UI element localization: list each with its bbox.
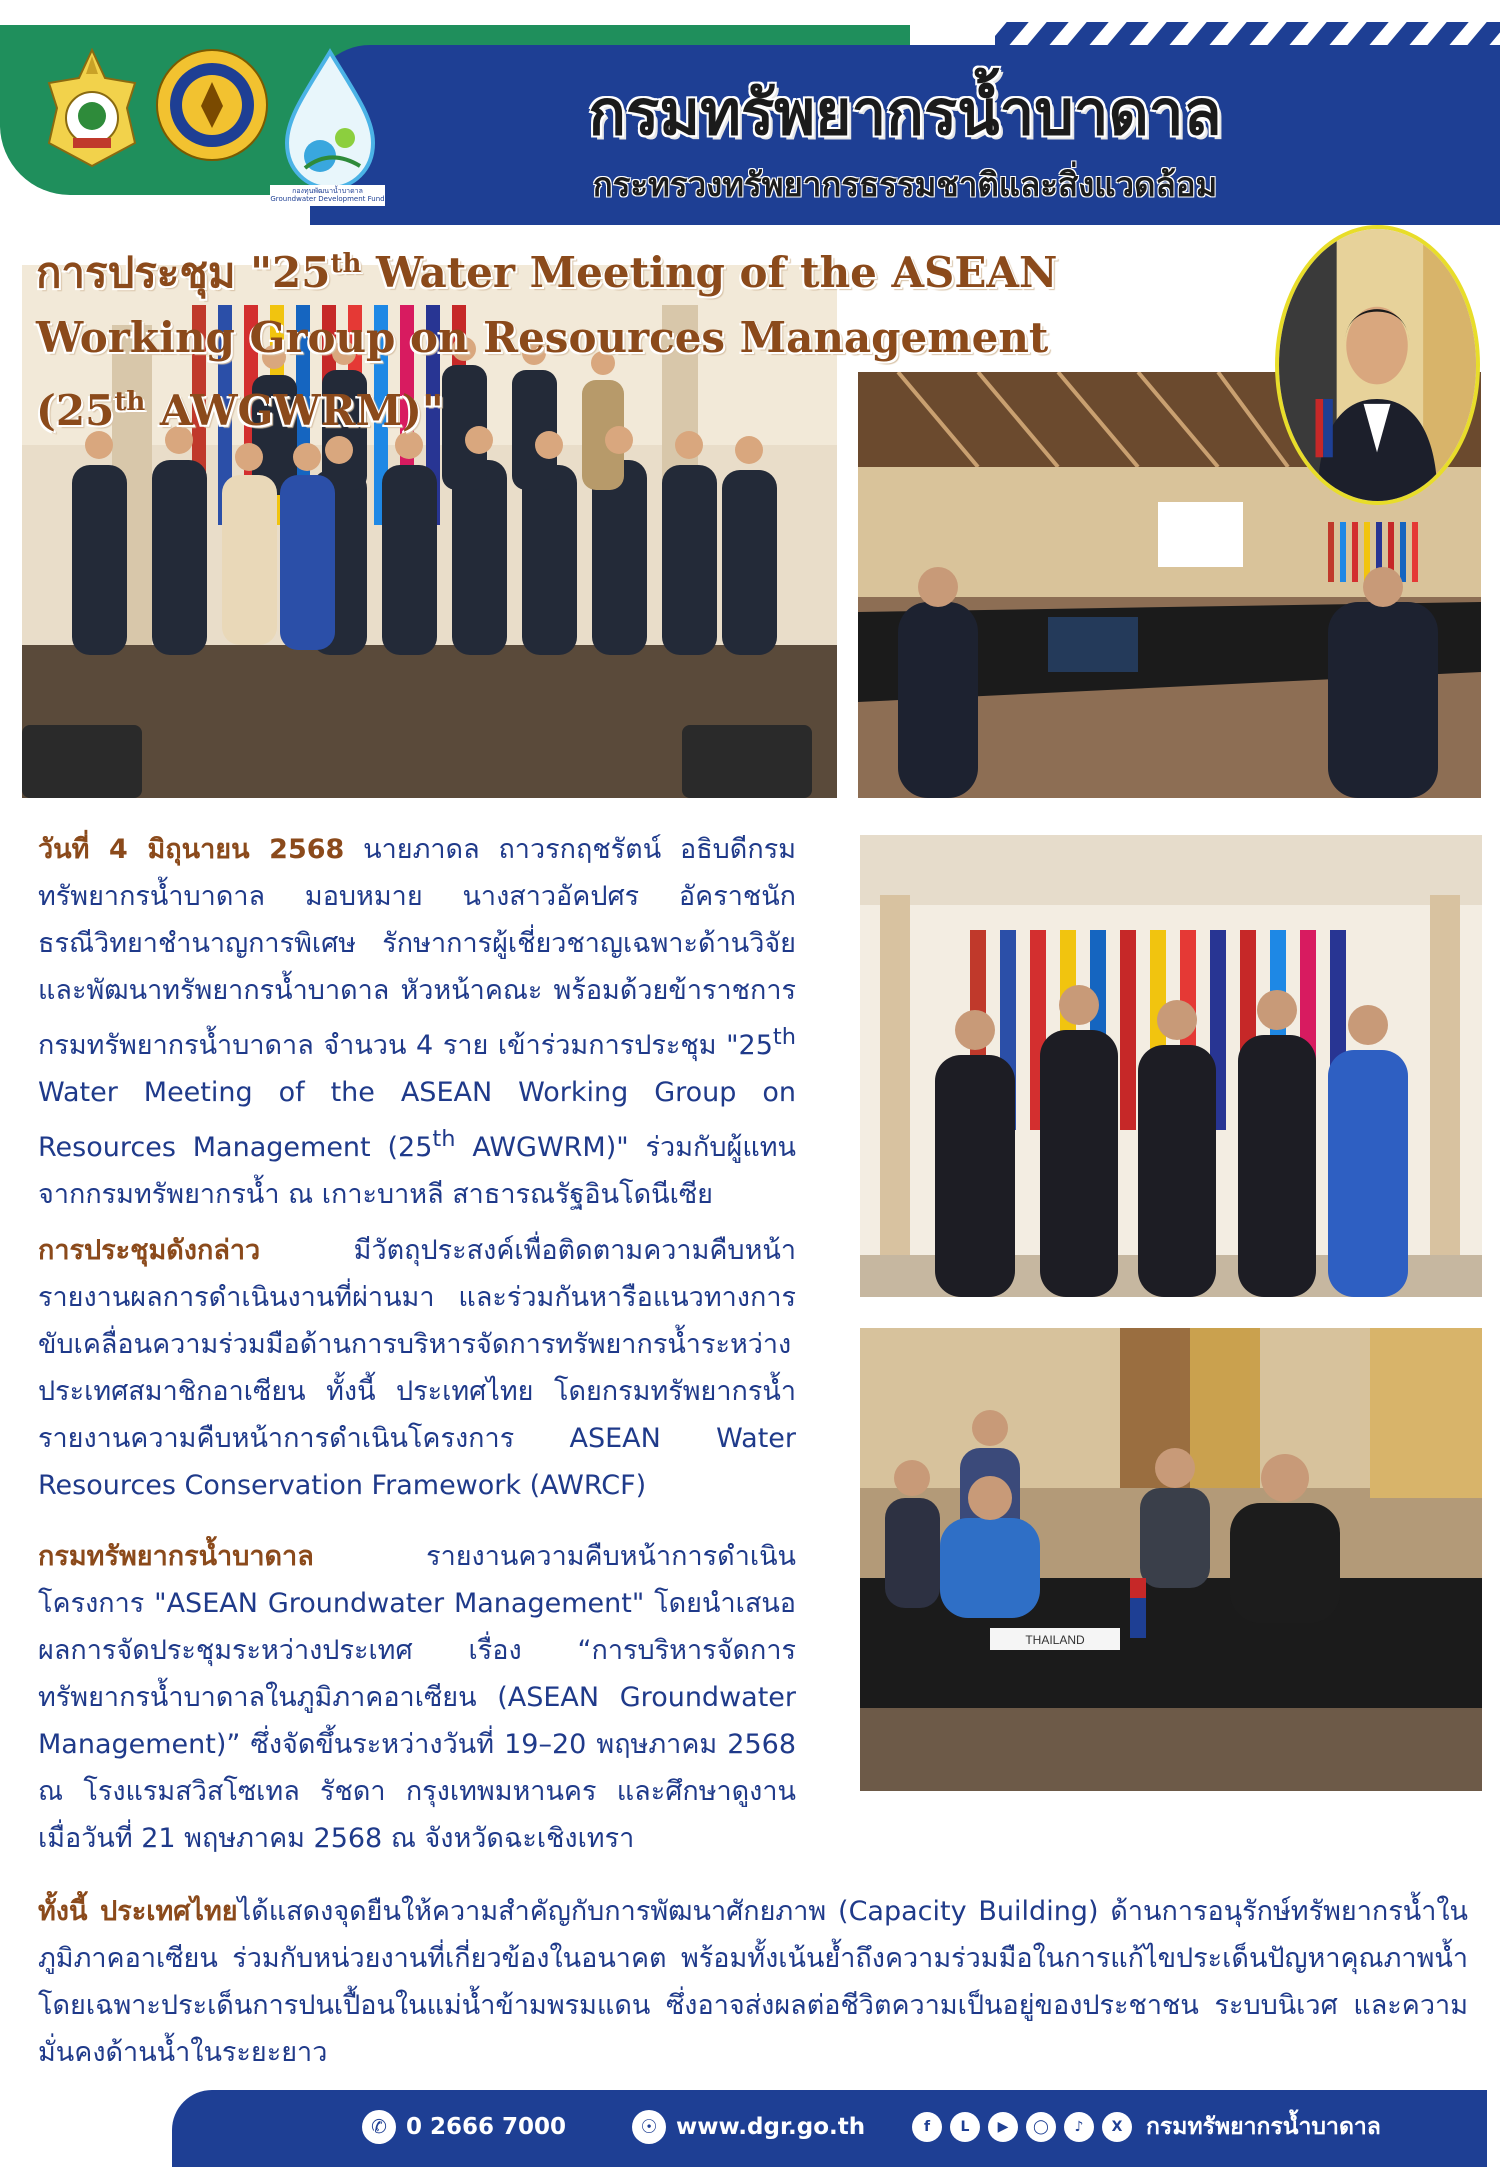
instagram-icon[interactable]: ◯ [1026,2112,1056,2142]
delegation-photo [860,835,1482,1297]
globe-icon: ☉ [632,2110,666,2144]
footer-social [912,2109,1381,2145]
youtube-icon[interactable]: ▶ [988,2112,1018,2142]
speaker-portrait-photo [1275,225,1480,505]
footer-bar [172,2090,1487,2167]
paragraph-3-lead: กรมทรัพยากรน้ำบาดาล [38,1541,314,1572]
paragraph-1: วันที่ 4 มิถุนายน 2568 นายภาดล ถาวรกฤชรัตน์ อธิบดีกรมทรัพยากรน้ำบาดาล มอบหมาย นางสาวอัคปศร อัคราชนักธรณีวิทยาชำนาญการพิเศษ รักษาการผู้เชี่ยวชาญเฉพาะด้านวิจัยและพัฒนาทรัพยากรน้ำบาดาล หัวหน้าคณะ พร้อมด้วยข้าราชการกรมทรัพยากรน้ำบาดาล จำนวน 4 ราย เข้าร่วมการประชุม "25th Water Meeting of the ASEAN Working Group on Resources Management (25th AWGWRM)" ร่วมกับผู้แทนจากกรมทรัพยากรน้ำ ณ เกาะบาหลี สาธารณรัฐอินโดนีเซีย [38,834,796,1210]
paragraph-4: ทั้งนี้ ประเทศไทยได้แสดงจุดยืนให้ความสำคัญกับการพัฒนาศักยภาพ (Capacity Building) ด้านการอนุรักษ์ทรัพยากรน้ำในภูมิภาคอาเซียน ร่วมกับหน่วยงานที่เกี่ยวข้องในอนาคต พร้อมทั้งเน้นย้ำถึงความร่วมมือในการแก้ไขประเด็นปัญหาคุณภาพน้ำ โดยเฉพาะประเด็นการปนเปื้อนในแม่น้ำข้ามพรมแดน ซึ่งอาจส่งผลต่อชีวิตความเป็นอยู่ของประชาชน ระบบนิเวศ และความมั่นคงด้านน้ำในระยะยาว [38,1896,1468,2068]
phone-icon: ✆ [362,2110,396,2144]
meeting-title-line2: Working Group on Resources Management [36,313,1049,362]
crest-logo [35,48,150,168]
logo-caption: กองทุนพัฒนาน้ำบาดาล Groundwater Development Fund [270,185,385,206]
paragraph-2-lead: การประชุมดังกล่าว [38,1235,261,1266]
footer-phone[interactable] [362,2109,566,2145]
tiktok-icon[interactable]: ♪ [1064,2112,1094,2142]
water-drop-logo [275,48,385,193]
ministry-seal-logo [155,48,270,163]
line-icon[interactable]: L [950,2112,980,2142]
footer-website[interactable] [632,2109,865,2145]
paragraph-4-lead: ทั้งนี้ ประเทศไทย [38,1896,238,1927]
facebook-icon[interactable]: f [912,2112,942,2142]
paragraph-1-lead: วันที่ 4 มิถุนายน 2568 [38,834,345,865]
paragraph-2: การประชุมดังกล่าว มีวัตถุประสงค์เพื่อติดตามความคืบหน้ารายงานผลการดำเนินงานที่ผ่านมา และร่วมกันหารือแนวทางการขับเคลื่อนความร่วมมือด้านการบริหารจัดการทรัพยากรน้ำระหว่างประเทศสมาชิกอาเซียน ทั้งนี้ ประเทศไทย โดยกรมทรัพยากรน้ำรายงานความคืบหน้าการดำเนินโครงการ ASEAN Water Resources Conservation Framework (AWRCF) [38,1235,796,1501]
x-icon[interactable]: X [1102,2112,1132,2142]
ministry-name: กระทรวงทรัพยากรธรรมชาติและสิ่งแวดล้อม [592,165,1218,204]
table-name-sign: THAILAND [1025,1633,1085,1647]
website-url: www.dgr.go.th [676,2114,866,2140]
phone-number: 0 2666 7000 [406,2114,567,2140]
meeting-title-line3: (25th AWGWRM)" [36,386,444,435]
org-title: กรมทรัพยากรน้ำบาดาล [588,76,1222,149]
paragraph-3: กรมทรัพยากรน้ำบาดาล รายงานความคืบหน้าการดำเนินโครงการ "ASEAN Groundwater Management" โดยนำเสนอผลการจัดประชุมระหว่างประเทศ เรื่อง “การบริหารจัดการทรัพยากรน้ำบาดาลในภูมิภาคอาเซียน (ASEAN Groundwater Management)” ซึ่งจัดขึ้นระหว่างวันที่ 19–20 พฤษภาคม 2568 ณ โรงแรมสวิสโซเทล รัชดา กรุงเทพมหานคร และศึกษาดูงาน เมื่อวันที่ 21 พฤษภาคม 2568 ณ จังหวัดฉะเชิงเทรา [38,1541,796,1854]
social-account-name: กรมทรัพยากรน้ำบาดาล [1146,2114,1381,2140]
meeting-title-line1: การประชุม "25th Water Meeting of the ASEAN [36,248,1058,297]
meeting-title [36,232,1156,443]
conference-table-photo [860,1328,1482,1791]
